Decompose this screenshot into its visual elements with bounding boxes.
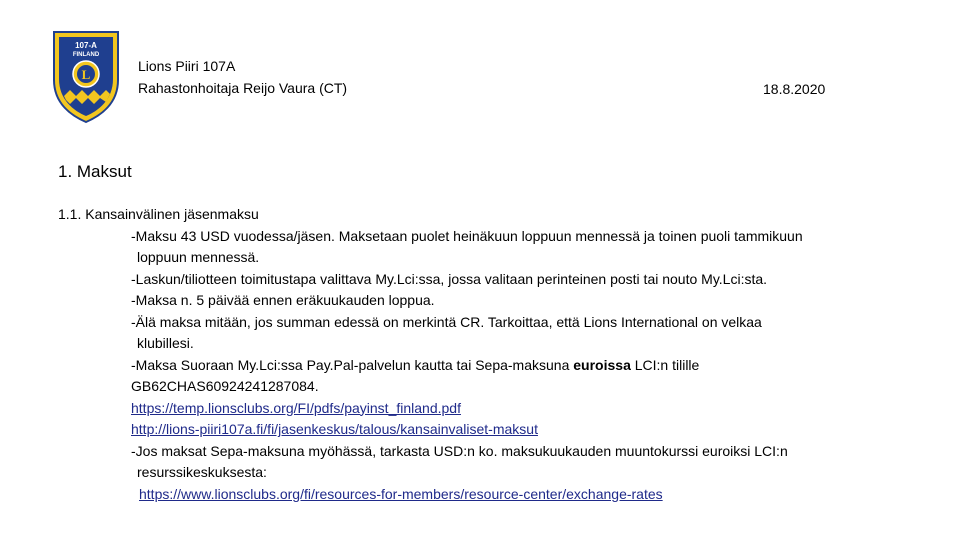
section-title: 1. Maksut xyxy=(58,162,132,181)
paragraph-line: klubillesi. xyxy=(137,335,194,351)
emphasis-text: euroissa xyxy=(573,356,631,373)
paragraph-line: loppuun mennessä. xyxy=(137,249,260,265)
svg-text:FINLAND: FINLAND xyxy=(72,52,100,58)
paragraph-line: resurssikeskuksesta: xyxy=(137,464,267,480)
text-span: LCI:n tilille xyxy=(630,356,700,373)
international-fees-link[interactable]: http://lions-piiri107a.fi/fi/jasenkeskus/talous/kansainvaliset-maksut xyxy=(131,421,538,437)
exchange-rates-link[interactable]: https://www.lionsclubs.org/fi/resources-for-members/resource-center/exchange-rates xyxy=(139,485,663,502)
paragraph-line: -Älä maksa mitään, jos summan edessä on merkintä CR. Tarkoittaa, että Lions International on velkaa xyxy=(131,313,762,330)
subsection-title: 1.1. Kansainvälinen jäsenmaksu xyxy=(58,206,259,222)
lions-district-logo xyxy=(50,28,122,124)
document-body xyxy=(58,204,938,505)
text-span: -Maksa Suoraan My.Lci:ssa Pay.Pal-palvelun kautta tai Sepa-maksuna xyxy=(131,356,574,373)
payment-instructions-link[interactable]: https://temp.lionsclubs.org/FI/pdfs/payinst_finland.pdf xyxy=(131,399,461,416)
document-date: 18.8.2020 xyxy=(763,81,826,97)
svg-text:L: L xyxy=(81,67,91,82)
paragraph-line: -Jos maksat Sepa-maksuna myöhässä, tarkasta USD:n ko. maksukuukauden muuntokurssi euroiksi LCI:n xyxy=(131,442,788,459)
svg-text:107-A: 107-A xyxy=(75,41,97,50)
iban-number: GB62CHAS60924241287084. xyxy=(131,378,319,394)
treasurer-name: Rahastonhoitaja Reijo Vaura (CT) xyxy=(138,80,348,96)
paragraph-line: -Laskun/tiliotteen toimitustapa valittava My.Lci:ssa, jossa valitaan perinteinen posti tai nouto My.Lci:sta. xyxy=(131,270,768,287)
paragraph-line: -Maksa n. 5 päivää ennen eräkuukauden loppua. xyxy=(131,292,435,308)
paragraph-line xyxy=(58,355,938,377)
organization-name: Lions Piiri 107A xyxy=(138,58,236,74)
paragraph-line: -Maksu 43 USD vuodessa/jäsen. Maksetaan puolet heinäkuun loppuun mennessä ja toinen puoli tammikuun xyxy=(131,227,803,244)
